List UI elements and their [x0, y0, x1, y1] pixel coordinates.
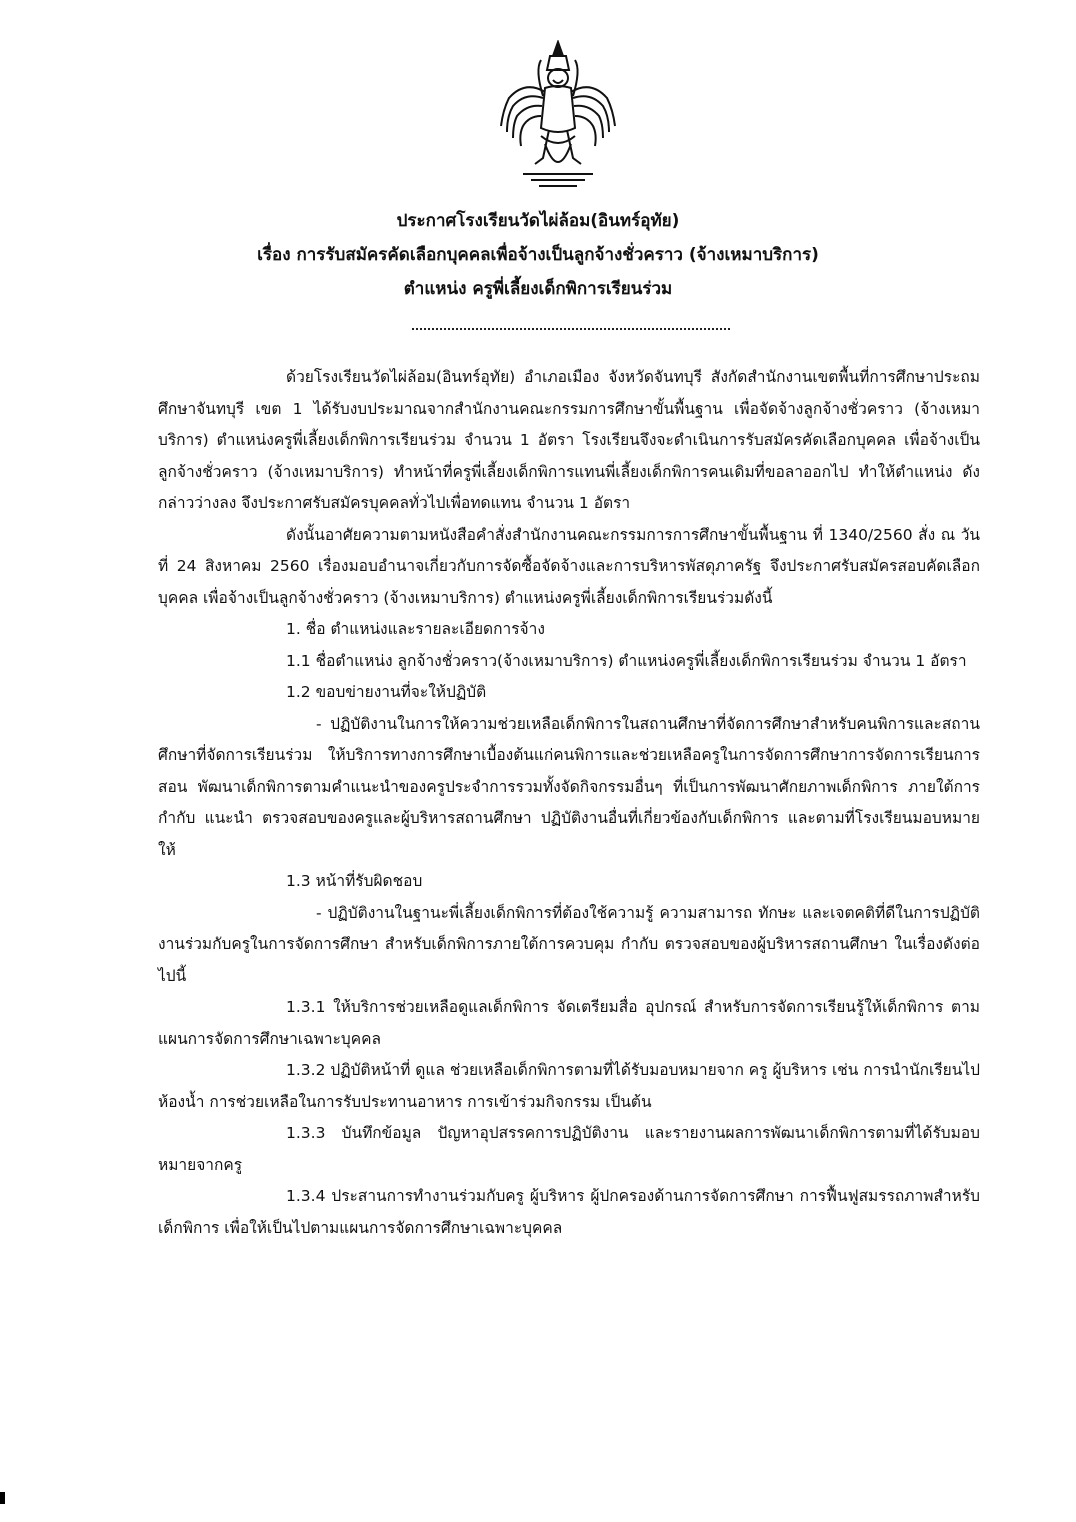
section-1-3-2: 1.3.2 ปฏิบัติหน้าที่ ดูแล ช่วยเหลือเด็กพิการตามที่ได้รับมอบหมายจาก ครู ผู้บริหาร เช่น การนำนักเรียนไปห้องน้ำ การช่วยเหลือในการรับประทานอาหาร การเข้าร่วมกิจกรรม เป็นต้น	[158, 1061, 980, 1111]
scan-edge-mark	[0, 1492, 5, 1504]
section-1-3-text: - ปฏิบัติงานในฐานะพี่เลี้ยงเด็กพิการที่ต้องใช้ความรู้ ความสามารถ ทักษะ และเจตคติที่ดีในการปฏิบัติงานร่วมกับครูในการจัดการศึกษา สำหรับเด็กพิการภายใต้การควบคุม กำกับ ตรวจสอบของผู้บริหารสถานศึกษา ในเรื่องดังต่อไปนี้	[158, 903, 980, 985]
announcement-title: ประกาศโรงเรียนวัดไผ่ล้อม(อินทร์อุทัย)	[396, 211, 680, 231]
announcement-position: ตำแหน่ง ครูพี่เลี้ยงเด็กพิการเรียนร่วม	[403, 279, 673, 299]
document-body	[158, 362, 980, 1244]
section-1-2-heading: 1.2 ขอบข่ายงานที่จะให้ปฏิบัติ	[286, 683, 487, 701]
section-1-heading: 1. ชื่อ ตำแหน่งและรายละเอียดการจ้าง	[286, 620, 545, 638]
section-1-3-1: 1.3.1 ให้บริการช่วยเหลือดูแลเด็กพิการ จัดเตรียมสื่อ อุปกรณ์ สำหรับการจัดการเรียนรู้ให้เด็กพิการ ตามแผนการจัดการศึกษาเฉพาะบุคคล	[158, 998, 980, 1048]
dotted-divider	[412, 328, 730, 330]
section-1-3-3: 1.3.3 บันทึกข้อมูล ปัญหาอุปสรรคการปฏิบัติงาน และรายงานผลการพัฒนาเด็กพิการตามที่ได้รับมอบหมายจากครู	[158, 1124, 980, 1174]
announcement-subject: เรื่อง การรับสมัครคัดเลือกบุคคลเพื่อจ้างเป็นลูกจ้างชั่วคราว (จ้างเหมาบริการ)	[257, 245, 819, 265]
section-1-2-text: - ปฏิบัติงานในการให้ความช่วยเหลือเด็กพิการในสถานศึกษาที่จัดการศึกษาสำหรับคนพิการและสถานศึกษาที่จัดการเรียนร่วม ให้บริการทางการศึกษาเบื้องต้นแก่คนพิการและช่วยเหลือครูในการจัดการศึกษาการจัดการเรียนการสอน พัฒนาเด็กพิการตามคำแนะนำของครูประจำการรวมทั้งจัดกิจกรรมอื่นๆ ที่เป็นการพัฒนาศักยภาพเด็กพิการ ภายใต้การกำกับ แนะนำ ตรวจสอบของครูและผู้บริหารสถานศึกษา ปฏิบัติงานอื่นที่เกี่ยวข้องกับเด็กพิการ และตามที่โรงเรียนมอบหมายให้	[158, 714, 980, 859]
paragraph-intro: ด้วยโรงเรียนวัดไผ่ล้อม(อินทร์อุทัย) อำเภอเมือง จังหวัดจันทบุรี สังกัดสำนักงานเขตพื้นที่การศึกษาประถมศึกษาจันทบุรี เขต 1 ได้รับงบประมาณจากสำนักงานคณะกรรมการศึกษาขั้นพื้นฐาน เพื่อจัดจ้างลูกจ้างชั่วคราว (จ้างเหมาบริการ) ตำแหน่งครูพี่เลี้ยงเด็กพิการเรียนร่วม จำนวน 1 อัตรา โรงเรียนจึงจะดำเนินการรับสมัครคัดเลือกบุคคล เพื่อจ้างเป็นลูกจ้างชั่วคราว (จ้างเหมาบริการ) ทำหน้าที่ครูพี่เลี้ยงเด็กพิการแทนพี่เลี้ยงเด็กพิการคนเดิมที่ขอลาออกไป ทำให้ตำแหน่ง ดังกล่าวว่างลง จึงประกาศรับสมัครบุคคลทั่วไปเพื่อทดแทน จำนวน 1 อัตรา	[158, 368, 980, 512]
paragraph-authority: ดังนั้นอาศัยความตามหนังสือคำสั่งสำนักงานคณะกรรมการการศึกษาขั้นพื้นฐาน ที่ 1340/2560 สั่ง ณ วันที่ 24 สิงหาคม 2560 เรื่องมอบอำนาจเกี่ยวกับการจัดซื้อจัดจ้างและการบริหารพัสดุภาครัฐ จึงประกาศรับสมัครสอบคัดเลือกบุคคล เพื่อจ้างเป็นลูกจ้างชั่วคราว (จ้างเหมาบริการ) ตำแหน่งครูพี่เลี้ยงเด็กพิการเรียนร่วมดังนี้	[158, 525, 980, 607]
garuda-emblem-icon	[495, 40, 621, 190]
section-1-3-heading: 1.3 หน้าที่รับผิดชอบ	[286, 872, 423, 890]
section-1-3-4: 1.3.4 ประสานการทำงานร่วมกับครู ผู้บริหาร ผู้ปกครองด้านการจัดการศึกษา การฟื้นฟูสมรรถภาพสำหรับเด็กพิการ เพื่อให้เป็นไปตามแผนการจัดการศึกษาเฉพาะบุคคล	[158, 1187, 980, 1237]
section-1-1: 1.1 ชื่อตำแหน่ง ลูกจ้างชั่วคราว(จ้างเหมาบริการ) ตำแหน่งครูพี่เลี้ยงเด็กพิการเรียนร่วม จำนวน 1 อัตรา	[286, 651, 967, 670]
